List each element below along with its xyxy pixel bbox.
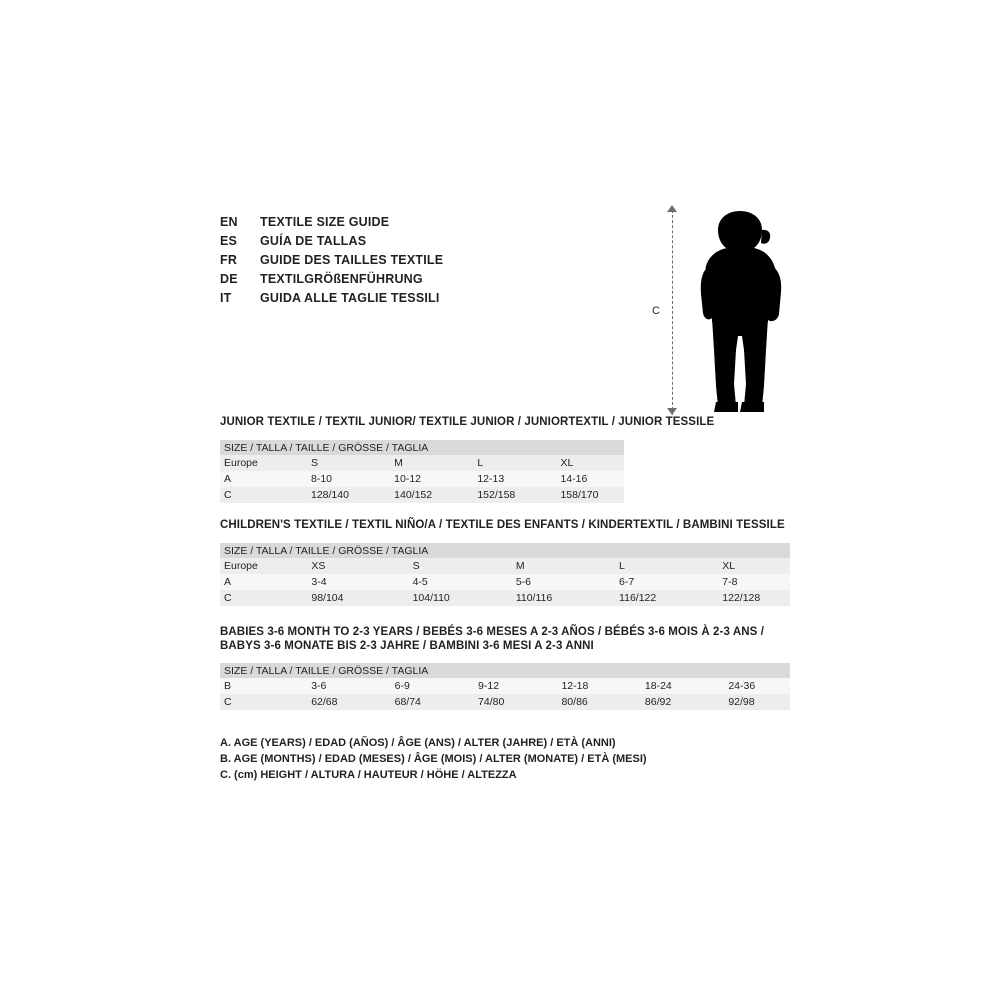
babies-row-b-label: B bbox=[224, 680, 232, 692]
babies-row-c-value: 62/68 bbox=[311, 696, 338, 708]
junior-size-xl: XL bbox=[560, 457, 574, 469]
language-title: GUIDE DES TAILLES TEXTILE bbox=[260, 253, 444, 267]
junior-row-c-value: 128/140 bbox=[311, 489, 349, 501]
language-code: DE bbox=[220, 272, 238, 286]
junior-row-c-value: 140/152 bbox=[394, 489, 433, 501]
language-code: EN bbox=[220, 215, 238, 229]
table-row bbox=[220, 543, 790, 558]
junior-size-table bbox=[220, 440, 624, 503]
children-row-c-value: 110/116 bbox=[515, 592, 553, 604]
babies-row-b-value: 18-24 bbox=[644, 680, 672, 692]
legend-note-a: A. AGE (YEARS) / EDAD (AÑOS) / ÂGE (ANS) / ALTER (JAHRE) / ETÀ (ANNI) bbox=[220, 737, 616, 749]
babies-row-b-value: 3-6 bbox=[311, 680, 327, 692]
babies-row-c-value: 80/86 bbox=[561, 696, 588, 708]
language-row bbox=[220, 234, 640, 253]
child-silhouette-icon bbox=[680, 210, 800, 415]
babies-table-title: BABIES 3-6 MONTH TO 2-3 YEARS / BEBÉS 3-6 MESES A 2-3 AÑOS / BÉBÉS 3-6 MOIS À 2-3 ANS / BABYS 3-6 MONATE BIS 2-3 JAHRE / BAMBINI 3-6 MESI A 2-3 ANNI bbox=[220, 626, 764, 652]
table-row bbox=[220, 694, 790, 710]
children-row-a-value: 7-8 bbox=[722, 576, 738, 588]
junior-row-c-value: 158/170 bbox=[560, 489, 599, 501]
children-row-c-value: 98/104 bbox=[311, 592, 344, 604]
babies-size-table bbox=[220, 663, 790, 710]
junior-row-a-value: 8-10 bbox=[311, 473, 333, 485]
junior-row-c-value: 152/158 bbox=[477, 489, 516, 501]
junior-size-m: M bbox=[394, 457, 403, 469]
language-title: GUIDA ALLE TAGLIE TESSILI bbox=[260, 291, 440, 305]
babies-row-c-value: 92/98 bbox=[728, 696, 755, 708]
babies-row-b-value: 9-12 bbox=[478, 680, 500, 692]
children-table-title: CHILDREN'S TEXTILE / TEXTIL NIÑO/A / TEXTILE DES ENFANTS / KINDERTEXTIL / BAMBINI TESSILE bbox=[220, 519, 785, 531]
language-header-block bbox=[220, 215, 640, 310]
children-row-a-value: 5-6 bbox=[515, 576, 531, 588]
table-row bbox=[220, 558, 790, 574]
children-row-c-value: 104/110 bbox=[412, 592, 450, 604]
language-code: FR bbox=[220, 253, 238, 267]
children-size-s: S bbox=[412, 560, 420, 572]
babies-subhead: SIZE / TALLA / TAILLE / GRÖSSE / TAGLIA bbox=[224, 664, 429, 677]
legend-note-c: C. (cm) HEIGHT / ALTURA / HAUTEUR / HÖHE / ALTEZZA bbox=[220, 769, 517, 781]
children-size-xl: XL bbox=[722, 560, 736, 572]
table-row bbox=[220, 487, 624, 503]
children-row-c-value: 122/128 bbox=[722, 592, 761, 604]
table-row bbox=[220, 663, 790, 678]
language-code: ES bbox=[220, 234, 238, 248]
babies-row-c-label: C bbox=[224, 696, 232, 708]
children-col-head: Europe bbox=[224, 560, 258, 572]
children-size-m: M bbox=[515, 560, 525, 572]
measure-label-c: C bbox=[652, 305, 660, 317]
table-row bbox=[220, 590, 790, 606]
junior-row-a-value: 14-16 bbox=[560, 473, 588, 485]
junior-table-title: JUNIOR TEXTILE / TEXTIL JUNIOR/ TEXTILE JUNIOR / JUNIORTEXTIL / JUNIOR TESSILE bbox=[220, 416, 715, 428]
language-row bbox=[220, 272, 640, 291]
legend-note-b: B. AGE (MONTHS) / EDAD (MESES) / ÂGE (MOIS) / ALTER (MONATE) / ETÀ (MESI) bbox=[220, 753, 647, 765]
language-title: TEXTILGRÖßENFÜHRUNG bbox=[260, 272, 423, 286]
height-measurement-figure bbox=[640, 205, 820, 420]
junior-size-l: L bbox=[477, 457, 484, 469]
children-row-c-value: 116/122 bbox=[619, 592, 657, 604]
babies-row-b-value: 12-18 bbox=[561, 680, 589, 692]
children-subhead: SIZE / TALLA / TAILLE / GRÖSSE / TAGLIA bbox=[224, 544, 429, 557]
junior-size-s: S bbox=[311, 457, 319, 469]
language-title: GUÍA DE TALLAS bbox=[260, 234, 367, 248]
children-row-c-label: C bbox=[224, 592, 232, 604]
babies-row-b-value: 6-9 bbox=[394, 680, 410, 692]
children-row-a-label: A bbox=[224, 576, 232, 588]
junior-subhead: SIZE / TALLA / TAILLE / GRÖSSE / TAGLIA bbox=[224, 441, 429, 454]
babies-row-c-value: 86/92 bbox=[644, 696, 672, 708]
children-size-l: L bbox=[619, 560, 625, 572]
junior-col-head: Europe bbox=[224, 457, 258, 469]
language-row bbox=[220, 253, 640, 272]
children-row-a-value: 3-4 bbox=[311, 576, 327, 588]
children-size-xs: XS bbox=[311, 560, 326, 572]
babies-row-b-value: 24-36 bbox=[728, 680, 756, 692]
table-row bbox=[220, 574, 790, 590]
junior-row-a-value: 10-12 bbox=[394, 473, 422, 485]
table-row bbox=[220, 678, 790, 694]
junior-row-a-label: A bbox=[224, 473, 232, 485]
babies-row-c-value: 68/74 bbox=[394, 696, 421, 708]
table-row bbox=[220, 471, 624, 487]
table-row bbox=[220, 455, 624, 471]
children-row-a-value: 4-5 bbox=[412, 576, 428, 588]
babies-row-c-value: 74/80 bbox=[478, 696, 505, 708]
measure-dashed-line bbox=[672, 210, 673, 415]
measure-arrow-down-icon bbox=[667, 408, 677, 415]
language-row bbox=[220, 215, 640, 234]
junior-row-a-value: 12-13 bbox=[477, 473, 505, 485]
legend-notes bbox=[220, 735, 647, 783]
children-size-table bbox=[220, 543, 790, 606]
language-code: IT bbox=[220, 291, 232, 305]
language-title: TEXTILE SIZE GUIDE bbox=[260, 215, 390, 229]
children-row-a-value: 6-7 bbox=[619, 576, 635, 588]
language-row bbox=[220, 291, 640, 310]
junior-row-c-label: C bbox=[224, 489, 232, 501]
table-row bbox=[220, 440, 624, 455]
